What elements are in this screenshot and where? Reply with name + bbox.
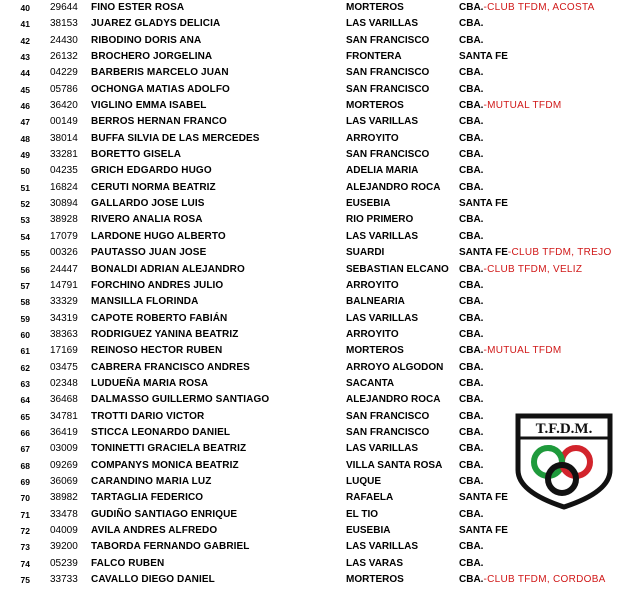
- member-city: BALNEARIA: [346, 296, 405, 308]
- list-item: [0, 572, 620, 588]
- province-text: CBA.: [459, 132, 484, 144]
- member-name: RODRIGUEZ YANINA BEATRIZ: [91, 328, 239, 340]
- club-note: -CLUB TFDM, TREJO: [507, 247, 612, 259]
- list-item: [0, 82, 620, 98]
- list-item: [0, 163, 620, 179]
- province-text: SANTA FE: [459, 492, 508, 504]
- province-text: CBA.: [459, 116, 484, 128]
- member-name: LARDONE HUGO ALBERTO: [91, 230, 226, 242]
- club-note: -CLUB TFDM, VELIZ: [483, 263, 583, 275]
- province-text: CBA.: [459, 443, 484, 455]
- member-name: MANSILLA FLORINDA: [91, 296, 199, 308]
- row-number: 43: [20, 52, 30, 63]
- row-number: 48: [20, 133, 30, 144]
- member-code: 03009: [50, 443, 78, 455]
- member-name: BERROS HERNAN FRANCO: [91, 116, 227, 128]
- member-code: 36419: [50, 426, 78, 438]
- list-item: [0, 147, 620, 163]
- member-province: [459, 147, 483, 163]
- member-city: RIO PRIMERO: [346, 214, 414, 226]
- row-number: 47: [20, 117, 30, 128]
- member-name: BONALDI ADRIAN ALEJANDRO: [91, 263, 245, 275]
- member-name: FINO ESTER ROSA: [91, 2, 185, 13]
- list-item: [0, 49, 620, 65]
- member-city: SAN FRANCISCO: [346, 426, 430, 438]
- member-name: TABORDA FERNANDO GABRIEL: [91, 541, 250, 553]
- list-item: [0, 180, 620, 196]
- member-code: 03475: [50, 361, 78, 373]
- member-name: BARBERIS MARCELO JUAN: [91, 67, 229, 79]
- member-code: 34319: [50, 312, 78, 324]
- list-item: [0, 212, 620, 228]
- member-code: 38363: [50, 328, 78, 340]
- member-city: LAS VARILLAS: [346, 116, 419, 128]
- member-name: VIGLINO EMMA ISABEL: [91, 100, 207, 112]
- list-item: [0, 114, 620, 130]
- province-text: CBA.: [459, 459, 484, 471]
- province-text: SANTA FE: [459, 51, 508, 63]
- row-number: 75: [20, 575, 30, 586]
- member-name: DALMASSO GUILLERMO SANTIAGO: [91, 394, 270, 406]
- member-city: LAS VARILLAS: [346, 312, 419, 324]
- province-text: CBA.: [459, 149, 484, 161]
- row-number: 73: [20, 542, 30, 553]
- member-code: 38153: [50, 18, 78, 30]
- province-text: CBA.: [459, 83, 484, 95]
- member-province: [459, 458, 483, 474]
- member-code: 16824: [50, 181, 78, 193]
- province-text: CBA.: [459, 574, 484, 586]
- member-province: [459, 196, 508, 212]
- row-number: 72: [20, 526, 30, 536]
- row-number: 51: [20, 182, 30, 193]
- member-city: EUSEBIA: [346, 525, 391, 536]
- member-province: [459, 311, 483, 327]
- member-city: LAS VARILLAS: [346, 230, 419, 242]
- member-province: [459, 474, 483, 490]
- member-code: 38982: [50, 492, 78, 504]
- member-name: REINOSO HECTOR RUBEN: [91, 345, 223, 357]
- member-name: JUAREZ GLADYS DELICIA: [91, 18, 221, 30]
- member-province: [459, 507, 483, 523]
- member-name: OCHONGA MATIAS ADOLFO: [91, 83, 230, 95]
- member-code: 36468: [50, 394, 78, 406]
- province-text: CBA.: [459, 214, 484, 226]
- member-province: [459, 360, 483, 376]
- row-number: 62: [20, 362, 30, 373]
- member-city: SACANTA: [346, 377, 395, 389]
- list-item: [0, 539, 620, 555]
- row-number: 66: [20, 427, 30, 438]
- list-item: [0, 229, 620, 245]
- member-province: [459, 0, 595, 16]
- province-text: CBA.: [459, 426, 484, 438]
- list-item: [0, 294, 620, 310]
- member-code: 36420: [50, 100, 78, 112]
- club-note: -CLUB TFDM, CORDOBA: [483, 574, 606, 586]
- list-item: [0, 360, 620, 376]
- member-name: CAPOTE ROBERTO FABIÁN: [91, 312, 228, 324]
- member-name: FALCO RUBEN: [91, 557, 165, 569]
- member-province: [459, 572, 606, 588]
- province-text: SANTA FE: [459, 198, 508, 210]
- province-text: CBA.: [459, 296, 484, 308]
- member-province: [459, 212, 483, 228]
- member-city: ARROYITO: [346, 132, 399, 144]
- list-item: [0, 343, 620, 359]
- member-code: 17079: [50, 230, 78, 242]
- province-text: CBA.: [459, 165, 484, 177]
- member-name: CAVALLO DIEGO DANIEL: [91, 574, 215, 586]
- member-city: LAS VARILLAS: [346, 541, 419, 553]
- member-city: FRONTERA: [346, 51, 402, 63]
- list-item: [0, 327, 620, 343]
- row-number: 70: [20, 493, 30, 504]
- province-text: CBA.: [459, 312, 484, 324]
- member-name: GRICH EDGARDO HUGO: [91, 165, 212, 177]
- member-code: 38928: [50, 214, 78, 226]
- member-name: BUFFA SILVIA DE LAS MERCEDES: [91, 132, 260, 144]
- member-city: ARROYO ALGODON: [346, 361, 444, 373]
- list-item: [0, 16, 620, 32]
- row-number: 50: [20, 166, 30, 177]
- province-text: SANTA FE: [459, 525, 508, 536]
- member-province: [459, 180, 483, 196]
- row-number: 60: [20, 329, 30, 340]
- member-province: [459, 294, 483, 310]
- member-province: [459, 278, 483, 294]
- member-city: SAN FRANCISCO: [346, 83, 430, 95]
- member-name: CABRERA FRANCISCO ANDRES: [91, 361, 250, 373]
- member-code: 33281: [50, 149, 78, 161]
- province-text: CBA.: [459, 100, 484, 112]
- member-code: 04229: [50, 67, 78, 79]
- list-item: [0, 556, 620, 572]
- member-province: [459, 49, 508, 65]
- member-province: [459, 343, 562, 359]
- row-number: 74: [20, 558, 30, 569]
- row-number: 69: [20, 476, 30, 487]
- member-name: BORETTO GISELA: [91, 149, 182, 161]
- member-city: EUSEBIA: [346, 198, 391, 210]
- club-note: -MUTUAL TFDM: [483, 100, 562, 112]
- member-code: 24430: [50, 34, 78, 46]
- member-code: 29644: [50, 2, 78, 13]
- province-text: CBA.: [459, 263, 484, 275]
- row-number: 67: [20, 444, 30, 455]
- row-number: 68: [20, 460, 30, 471]
- list-item: [0, 245, 620, 261]
- member-city: SAN FRANCISCO: [346, 34, 430, 46]
- member-province: [459, 441, 483, 457]
- province-text: CBA.: [459, 279, 484, 291]
- row-number: 59: [20, 313, 30, 324]
- member-name: COMPANYS MONICA BEATRIZ: [91, 459, 239, 471]
- member-city: RAFAELA: [346, 492, 394, 504]
- member-code: 04235: [50, 165, 78, 177]
- member-province: [459, 490, 508, 506]
- list-item: [0, 0, 620, 16]
- member-name: TONINETTI GRACIELA BEATRIZ: [91, 443, 247, 455]
- row-number: 64: [20, 395, 30, 406]
- row-number: 53: [20, 215, 30, 226]
- member-province: [459, 131, 483, 147]
- row-number: 41: [20, 19, 30, 30]
- row-number: 49: [20, 150, 30, 161]
- member-name: PAUTASSO JUAN JOSE: [91, 247, 207, 259]
- member-province: [459, 523, 508, 539]
- logo-text: T.F.D.M.: [535, 421, 593, 437]
- member-city: LUQUE: [346, 475, 381, 487]
- member-code: 17169: [50, 345, 78, 357]
- row-number: 52: [20, 199, 30, 210]
- member-city: EL TIO: [346, 508, 379, 520]
- member-city: MORTEROS: [346, 100, 404, 112]
- row-number: 71: [20, 509, 30, 520]
- province-text: CBA.: [459, 345, 484, 357]
- member-code: 38014: [50, 132, 78, 144]
- member-province: [459, 245, 612, 261]
- province-text: CBA.: [459, 361, 484, 373]
- member-province: [459, 33, 483, 49]
- member-name: CERUTI NORMA BEATRIZ: [91, 181, 216, 193]
- member-code: 34781: [50, 410, 78, 422]
- club-note: -CLUB TFDM, ACOSTA: [483, 2, 595, 13]
- member-city: SAN FRANCISCO: [346, 149, 430, 161]
- province-text: CBA.: [459, 67, 484, 79]
- member-province: [459, 163, 483, 179]
- member-city: ALEJANDRO ROCA: [346, 181, 441, 193]
- member-code: 30894: [50, 198, 78, 210]
- row-number: 63: [20, 378, 30, 389]
- member-code: 00149: [50, 116, 78, 128]
- member-province: [459, 114, 483, 130]
- province-text: CBA.: [459, 557, 484, 569]
- member-province: [459, 98, 562, 114]
- member-city: ARROYITO: [346, 328, 399, 340]
- province-text: CBA.: [459, 181, 484, 193]
- province-text: CBA.: [459, 475, 484, 487]
- row-number: 40: [20, 3, 30, 13]
- row-number: 61: [20, 346, 30, 357]
- member-city: ADELIA MARIA: [346, 165, 419, 177]
- member-city: MORTEROS: [346, 2, 404, 13]
- member-code: 04009: [50, 525, 78, 536]
- member-code: 39200: [50, 541, 78, 553]
- member-name: RIBODINO DORIS ANA: [91, 34, 202, 46]
- list-item: [0, 98, 620, 114]
- member-province: [459, 409, 483, 425]
- member-province: [459, 82, 483, 98]
- member-name: GUDIÑO SANTIAGO ENRIQUE: [91, 508, 238, 520]
- list-item: [0, 523, 620, 539]
- list-item: [0, 33, 620, 49]
- member-name: AVILA ANDRES ALFREDO: [91, 525, 218, 536]
- member-city: LAS VARAS: [346, 557, 404, 569]
- list-item: [0, 196, 620, 212]
- province-text: CBA.: [459, 394, 484, 406]
- list-item: [0, 131, 620, 147]
- row-number: 45: [20, 84, 30, 95]
- row-number: 57: [20, 280, 30, 291]
- member-city: LAS VARILLAS: [346, 18, 419, 30]
- member-province: [459, 16, 483, 32]
- member-name: CARANDINO MARIA LUZ: [91, 475, 212, 487]
- member-province: [459, 425, 483, 441]
- row-number: 46: [20, 101, 30, 112]
- row-number: 54: [20, 231, 30, 242]
- member-city: SAN FRANCISCO: [346, 410, 430, 422]
- member-code: 14791: [50, 279, 78, 291]
- member-province: [459, 556, 483, 572]
- province-text: CBA.: [459, 328, 484, 340]
- province-text: CBA.: [459, 230, 484, 242]
- member-province: [459, 327, 483, 343]
- list-item: [0, 392, 620, 408]
- row-number: 42: [20, 35, 30, 46]
- member-code: 05239: [50, 557, 78, 569]
- member-city: SUARDI: [346, 247, 385, 259]
- member-code: 33478: [50, 508, 78, 520]
- member-city: ALEJANDRO ROCA: [346, 394, 441, 406]
- list-item: [0, 65, 620, 81]
- member-code: 33733: [50, 574, 78, 586]
- member-name: TROTTI DARIO VICTOR: [91, 410, 205, 422]
- member-code: 33329: [50, 296, 78, 308]
- member-code: 00326: [50, 247, 78, 259]
- member-code: 02348: [50, 377, 78, 389]
- row-number: 55: [20, 248, 30, 259]
- member-name: BROCHERO JORGELINA: [91, 51, 213, 63]
- member-city: MORTEROS: [346, 574, 404, 586]
- member-city: SEBASTIAN ELCANO: [346, 263, 449, 275]
- member-city: MORTEROS: [346, 345, 404, 357]
- province-text: CBA.: [459, 541, 484, 553]
- member-province: [459, 262, 582, 278]
- province-text: CBA.: [459, 508, 484, 520]
- member-city: VILLA SANTA ROSA: [346, 459, 443, 471]
- member-city: SAN FRANCISCO: [346, 67, 430, 79]
- member-name: LUDUEÑA MARIA ROSA: [91, 377, 209, 389]
- list-item: [0, 311, 620, 327]
- member-province: [459, 65, 483, 81]
- member-code: 26132: [50, 51, 78, 63]
- member-name: TARTAGLIA FEDERICO: [91, 492, 204, 504]
- member-province: [459, 376, 483, 392]
- member-province: [459, 392, 483, 408]
- member-name: GALLARDO JOSE LUIS: [91, 198, 205, 210]
- member-city: LAS VARILLAS: [346, 443, 419, 455]
- club-note: -MUTUAL TFDM: [483, 345, 562, 357]
- list-item: [0, 278, 620, 294]
- member-name: STICCA LEONARDO DANIEL: [91, 426, 231, 438]
- row-number: 65: [20, 411, 30, 422]
- member-city: ARROYITO: [346, 279, 399, 291]
- member-code: 05786: [50, 83, 78, 95]
- province-text: CBA.: [459, 410, 484, 422]
- list-item: [0, 376, 620, 392]
- province-text: CBA.: [459, 18, 484, 30]
- province-text: SANTA FE: [459, 247, 508, 259]
- row-number: 44: [20, 68, 30, 79]
- member-code: 09269: [50, 459, 78, 471]
- member-name: FORCHINO ANDRES JULIO: [91, 279, 224, 291]
- member-province: [459, 229, 483, 245]
- member-name: RIVERO ANALIA ROSA: [91, 214, 203, 226]
- province-text: CBA.: [459, 377, 484, 389]
- row-number: 58: [20, 297, 30, 308]
- member-code: 24447: [50, 263, 78, 275]
- list-item: [0, 262, 620, 278]
- province-text: CBA.: [459, 34, 484, 46]
- member-province: [459, 539, 483, 555]
- tfdm-logo: [514, 412, 614, 510]
- member-code: 36069: [50, 475, 78, 487]
- province-text: CBA.: [459, 2, 484, 13]
- row-number: 56: [20, 264, 30, 275]
